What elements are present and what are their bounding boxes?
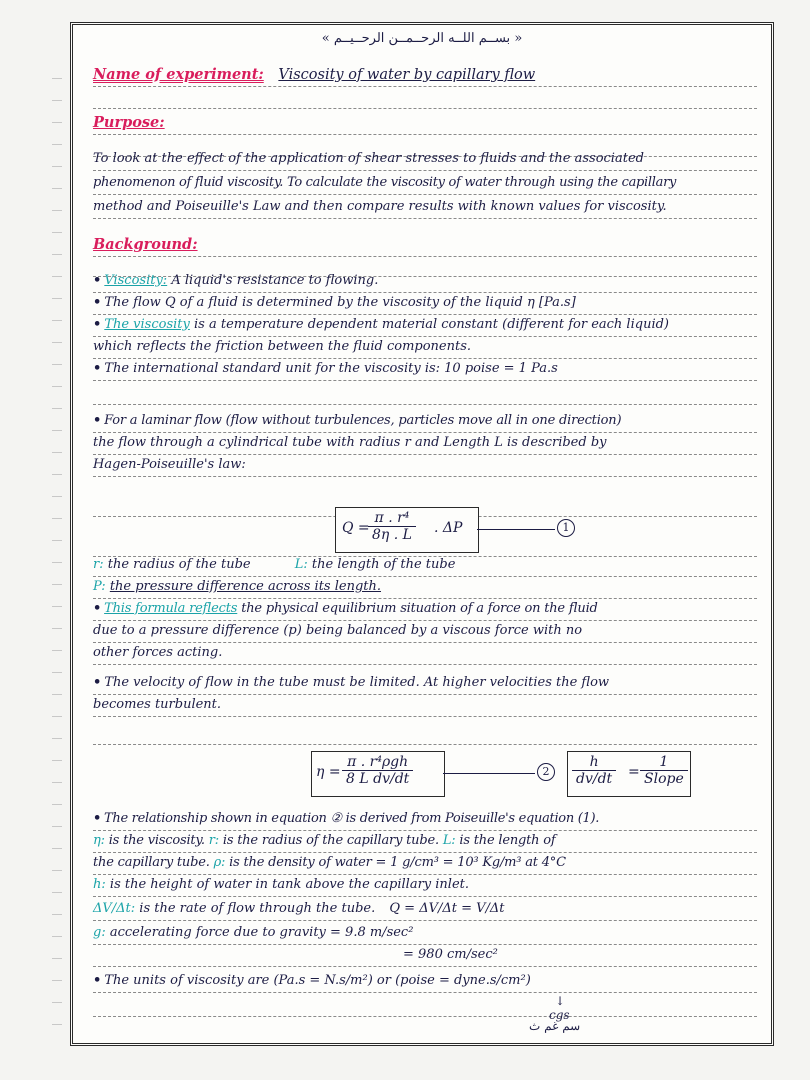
eq2-lhs: η = [316, 764, 341, 780]
r-term: r: [93, 557, 104, 572]
eq1-fraction [368, 510, 416, 543]
purpose-line-3: method and Poiseuille's Law and then compare results with known values for viscosity. [93, 197, 757, 219]
equation-1-box [335, 507, 479, 553]
rho-term: ρ: [213, 855, 226, 870]
slope-equals: = [628, 764, 640, 780]
ruled-line [93, 383, 757, 405]
slope-lhs-fraction [572, 754, 616, 787]
eq1-numerator: π . r⁴ [368, 510, 416, 527]
slope-rhs-fraction [640, 754, 688, 787]
eta-r-L-line [93, 831, 757, 853]
eq1-rhs: . ΔP [434, 520, 463, 536]
purpose-heading-line [93, 113, 757, 135]
eq1-lhs: Q = [342, 520, 370, 536]
slope-lhs-numerator: h [572, 754, 616, 771]
eq2-denominator: 8 L dv/dt [346, 771, 410, 787]
L2-term: L: [442, 833, 456, 848]
reflects-text-1: the physical equilibrium situation of a force on the fluid [241, 601, 598, 616]
cgs-label: cgs [549, 1008, 570, 1022]
eta-definition: is the viscosity. [108, 833, 205, 848]
eq2-fraction [342, 754, 413, 787]
g-line [93, 923, 757, 945]
reflects-term: This formula reflects [104, 601, 238, 616]
purpose-line-2: phenomenon of fluid viscosity. To calculate the viscosity of water through using the capillary [93, 173, 757, 195]
bg-bullet-3: • The viscosity is a temperature dependent material constant (different for each liquid) [93, 315, 757, 337]
relationship-text: The relationship shown in equation ② is derived from Poiseuille's equation (1). [104, 811, 600, 826]
reflects-line-1: • This formula reflects the physical equilibrium situation of a force on the fluid [93, 599, 757, 621]
slope-rhs-numerator: 1 [640, 754, 688, 771]
units-line: • The units of viscosity are (Pa.s = N.s/m²) or (poise = dyne.s/cm²) [93, 971, 757, 993]
cgs-arabic-note: سم غم ث [529, 1019, 581, 1033]
reflects-line-3: other forces acting. [93, 643, 757, 665]
the-viscosity-term: The viscosity [104, 317, 190, 332]
h-definition: is the height of water in tank above the capillary inlet. [109, 877, 469, 892]
relationship-line: • The relationship shown in equation ② is derived from Poiseuille's equation (1). [93, 809, 757, 831]
r2-term: r: [208, 833, 219, 848]
laminar-line-2: the flow through a cylindrical tube with radius r and Length L is described by [93, 433, 757, 455]
flow-rate-line [93, 899, 757, 921]
ruled-line [93, 994, 757, 1022]
L-definition: the length of the tube [311, 557, 456, 572]
g-term: g: [93, 925, 106, 940]
slope-lhs-denominator: dv/dt [576, 771, 613, 787]
r-definition: the radius of the tube [107, 557, 251, 572]
r-L-definition-line [93, 555, 757, 577]
laminar-line-1: • For a laminar flow (flow without turbulences, particles move all in one direction) [93, 411, 757, 433]
notebook-page [70, 22, 774, 1046]
spacer [93, 785, 757, 806]
bg-bullet-2: • The flow Q of a fluid is determined by the viscosity of the liquid η [Pa.s] [93, 293, 757, 315]
background-heading-line [93, 235, 757, 257]
bg-bullet-1: • Viscosity: A liquid's resistance to flowing. [93, 271, 757, 293]
L2-definition: is the length of [459, 833, 556, 848]
viscosity-term: Viscosity: [104, 273, 168, 288]
eq1-number: 1 [557, 519, 575, 537]
rho-definition: is the density of water = 1 g/cm³ = 10³ Kg/m³ at 4°C [229, 855, 566, 870]
ruled-line [93, 87, 757, 109]
flow-rate-equation: Q = ΔV/Δt = V/Δt [389, 901, 505, 916]
L-term: L: [294, 557, 308, 572]
reflects-line-2: due to a pressure difference (p) being balanced by a viscous force with no [93, 621, 757, 643]
rho-line [93, 853, 757, 875]
bg-bullet-3-cont: which reflects the friction between the fluid components. [93, 337, 757, 359]
g-definition-2: = 980 cm/sec² [403, 947, 498, 962]
h-term: h: [93, 877, 106, 892]
velocity-text-1: The velocity of flow in the tube must be limited. At higher velocities the flow [104, 675, 610, 690]
p-term: P: [93, 579, 106, 594]
p-definition-line [93, 577, 757, 599]
eq1-leader-line [477, 529, 555, 530]
ruled-line [93, 723, 757, 745]
eq2-number: 2 [537, 763, 555, 781]
h-line [93, 875, 757, 897]
purpose-label: Purpose: [93, 114, 165, 131]
eq1-denominator: 8η . L [372, 527, 412, 543]
velocity-line-2: becomes turbulent. [93, 695, 757, 717]
name-label: Name of experiment: [93, 66, 264, 83]
basmala-header: « بســم اللــه الرحــمــن الرحــيــم » [321, 31, 523, 46]
purpose-line-1: To look at the effect of the application of shear stresses to fluids and the associated [93, 149, 757, 171]
slope-rhs-denominator: Slope [644, 771, 684, 787]
r2-definition: is the radius of the capillary tube. [222, 833, 439, 848]
flow-rate-term: ΔV/Δt: [93, 901, 136, 916]
eq2-leader-line [443, 773, 535, 774]
g-line-2 [93, 945, 757, 967]
down-arrow-icon: ↓ [555, 994, 566, 1008]
p-definition: the pressure difference across its length. [109, 579, 381, 594]
capillary-tube-text: the capillary tube. [93, 855, 210, 870]
flow-text: The flow Q of a fluid is determined by the viscosity of the liquid η [Pa.s] [104, 295, 576, 310]
laminar-text-1: For a laminar flow (flow without turbulences, particles move all in one direction) [104, 413, 622, 428]
si-unit-text: The international standard unit for the viscosity is: 10 poise = 1 Pa.s [104, 361, 558, 376]
laminar-line-3: Hagen-Poiseuille's law: [93, 455, 757, 477]
g-definition: accelerating force due to gravity = 9.8 m/sec² [109, 925, 414, 940]
eta-term: η: [93, 833, 105, 848]
viscosity-definition: A liquid's resistance to flowing. [171, 273, 379, 288]
velocity-line-1: • The velocity of flow in the tube must be limited. At higher velocities the flow [93, 673, 757, 695]
the-viscosity-text: is a temperature dependent material constant (different for each liquid) [194, 317, 669, 332]
bg-bullet-4: • The international standard unit for the viscosity is: 10 poise = 1 Pa.s [93, 359, 757, 381]
background-label: Background: [93, 236, 198, 253]
units-text: The units of viscosity are (Pa.s = N.s/m²) or (poise = dyne.s/cm²) [104, 973, 531, 988]
eq2-numerator: π . r⁴ρgh [342, 754, 413, 771]
name-line [93, 65, 757, 87]
flow-rate-definition: is the rate of flow through the tube. [139, 901, 376, 916]
experiment-title: Viscosity of water by capillary flow [278, 67, 536, 83]
